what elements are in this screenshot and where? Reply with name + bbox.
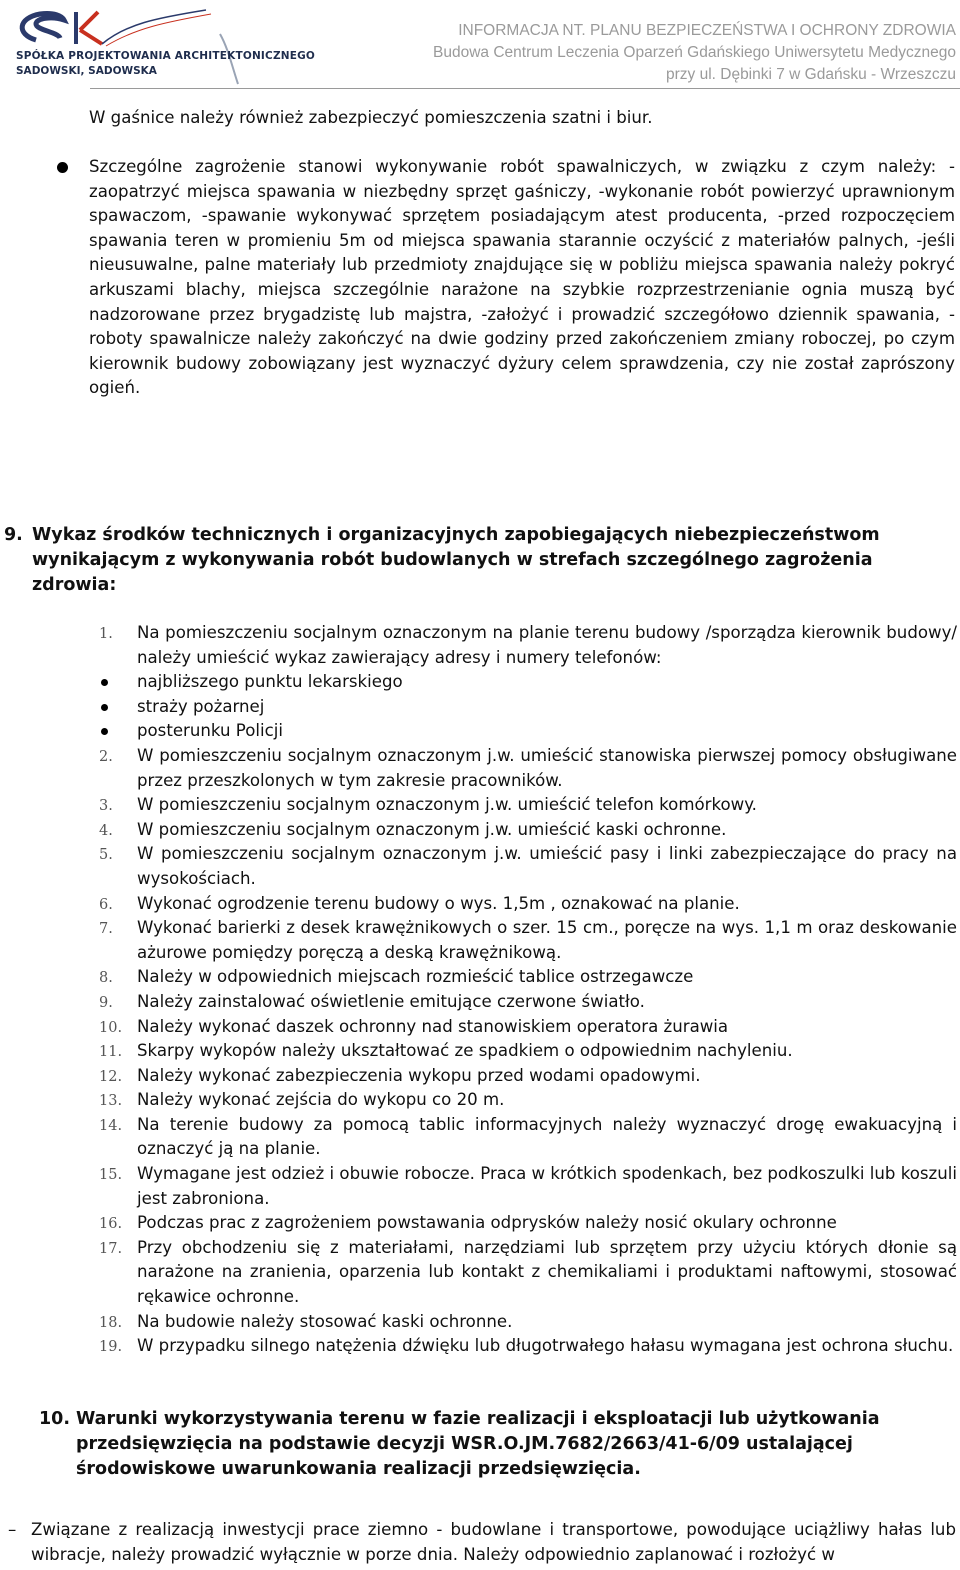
section-title: Warunki wykorzystywania terenu w fazie realizacji i eksploatacji lub użytkowania przedsięwzięcia na podstawie decyzji WSR.O.JM.7682/2663/41-6/09 ustalającej środowiskowe uwarunkowania realizacji przedsięwzięcia. (76, 1409, 880, 1479)
list-item-text: W pomieszczeniu socjalnym oznaczonym j.w. umieścić telefon komórkowy. (137, 795, 757, 815)
list-item-number: 8. (99, 970, 113, 987)
fire-extinguisher-paragraph: W gaśnice należy również zabezpieczyć pomieszczenia szatni i biur. (89, 108, 653, 127)
list-item-number: 17. (99, 1240, 123, 1257)
list-item-number: 18. (99, 1314, 123, 1331)
bullet-icon (101, 679, 108, 686)
numbered-list-item (0, 744, 960, 793)
bullet-list-item (0, 719, 960, 744)
numbered-list-item (0, 1015, 960, 1040)
list-item-number: 1. (99, 626, 113, 642)
bullet-icon (101, 728, 108, 735)
numbered-list-item (0, 1310, 960, 1335)
list-item-text: Należy zainstalować oświetlenie emitujące czerwone światło. (137, 991, 645, 1011)
list-item-text: posterunku Policji (137, 721, 283, 741)
bullet-list-item (0, 670, 960, 695)
list-item-text: Na budowie należy stosować kaski ochronne. (137, 1311, 513, 1331)
list-item-text: W pomieszczeniu socjalnym oznaczonym j.w. umieścić pasy i linki zabezpieczające do pracy na wysokościach. (137, 844, 957, 888)
logo-company-name: SPÓŁKA PROJEKTOWANIA ARCHITEKTONICZNEGO (16, 50, 316, 62)
list-item-text: Przy obchodzeniu się z materiałami, narzędziami lub sprzętem przy użyciu których dłonie są narażone na zranienia, oparzenia lub kontakt z chemikaliami i produktami naftowymi, stosować rękawice ochronne. (137, 1237, 957, 1307)
measures-list (0, 621, 960, 1359)
numbered-list-item (0, 842, 960, 891)
list-item-number: 9. (99, 994, 113, 1011)
list-item-number: 6. (99, 896, 113, 913)
numbered-list-item (0, 892, 960, 917)
list-item-number: 12. (99, 1068, 123, 1085)
bullet-list-item (0, 695, 960, 720)
section-number: 10. (39, 1409, 71, 1429)
numbered-list-item (0, 916, 960, 965)
list-item-text: Należy wykonać zabezpieczenia wykopu przed wodami opadowymi. (137, 1065, 701, 1085)
numbered-list-item (0, 1334, 960, 1359)
list-item-number: 7. (99, 921, 113, 938)
numbered-list-item (0, 1064, 960, 1089)
list-item-text: W pomieszczeniu socjalnym oznaczonym j.w. umieścić kaski ochronne. (137, 819, 727, 839)
logo-owner-names: SADOWSKI, SADOWSKA (16, 65, 157, 77)
list-item-text: Wykonać barierki z desek krawężnikowych o szer. 15 cm., poręcze na wys. 1,1 m oraz deskowanie ażurowe pomiędzy poręczą a deską krawężnikową. (137, 918, 957, 962)
list-item-text: Wykonać ogrodzenie terenu budowy o wys. 1,5m , oznakować na planie. (137, 893, 740, 913)
numbered-list-item (0, 1039, 960, 1064)
list-item-number: 11. (99, 1044, 123, 1061)
list-item-number: 4. (99, 822, 113, 839)
page-header (0, 0, 960, 92)
list-item-text: W pomieszczeniu socjalnym oznaczonym j.w. umieścić stanowiska pierwszej pomocy obsługiwane przez przeszkolonych w tym zakresie pracowników. (137, 745, 957, 790)
list-item-text: najbliższego punktu lekarskiego (137, 672, 403, 692)
numbered-list-item (0, 621, 960, 670)
list-item-number: 16. (99, 1216, 123, 1233)
numbered-list-item (0, 1113, 960, 1162)
bullet-icon (57, 162, 68, 173)
header-line-3: przy ul. Dębinki 7 w Gdańsku - Wrzeszczu (665, 66, 956, 83)
list-item-number: 10. (99, 1019, 123, 1036)
list-item-text: Wymagane jest odzież i obuwie robocze. Praca w krótkich spodenkach, bez podkoszulki lub koszuli jest zabroniona. (137, 1164, 957, 1208)
dash-item-text: Związane z realizacją inwestycji prace ziemno - budowlane i transportowe, powodujące uciążliwy hałas lub wibracje, należy prowadzić wyłącznie w porze dnia. Należy odpowiednio zaplanować i rozłożyć w (31, 1520, 956, 1564)
numbered-list-item (0, 1162, 960, 1211)
numbered-list-item (0, 965, 960, 990)
numbered-list-item (0, 1088, 960, 1113)
list-item-text: straży pożarnej (137, 696, 265, 716)
list-item-number: 5. (99, 847, 113, 864)
list-item-number: 15. (99, 1167, 123, 1184)
header-divider (90, 88, 960, 89)
list-item-number: 3. (99, 798, 113, 815)
list-item-number: 2. (99, 748, 113, 765)
company-logo (6, 4, 316, 88)
list-item-text: Należy wykonać zejścia do wykopu co 20 m. (137, 1090, 505, 1110)
list-item-text: W przypadku silnego natężenia dźwięku lub długotrwałego hałasu wymagana jest ochrona słuchu. (137, 1336, 954, 1356)
header-line-2: Budowa Centrum Leczenia Oparzeń Gdańskiego Uniwersytetu Medycznego (433, 44, 956, 61)
list-item-text: Na terenie budowy za pomocą tablic informacyjnych należy wyznaczyć drogę ewakuacyjną i oznaczyć ją na planie. (137, 1114, 957, 1159)
list-item-number: 14. (99, 1117, 123, 1134)
header-line-1: INFORMACJA NT. PLANU BEZPIECZEŃSTWA I OCHRONY ZDROWIA (458, 22, 956, 39)
header-info (433, 20, 956, 86)
list-item-text: Należy wykonać daszek ochronny nad stanowiskiem operatora żurawia (137, 1016, 729, 1036)
numbered-list-item (0, 990, 960, 1015)
bullet-icon (101, 704, 108, 711)
list-item-number: 19. (99, 1339, 123, 1356)
numbered-list-item (0, 1211, 960, 1236)
list-item-text: Należy w odpowiednich miejscach rozmieścić tablice ostrzegawcze (137, 967, 694, 987)
list-item-text: Skarpy wykopów należy ukształtować ze spadkiem o odpowiednim nachyleniu. (137, 1041, 793, 1061)
welding-hazard-paragraph: Szczególne zagrożenie stanowi wykonywanie robót spawalniczych, w związku z czym należy: -zaopatrzyć miejsca spawania w niezbędny sprzęt gaśniczy, -wykonanie robót powierzyć uprawnionym spawaczom, -spawanie wykonywać sprzętem posiadającym atest producenta, -przed rozpoczęciem spawania teren w promieniu 5m od miejsca spawania starannie oczyścić z materiałów palnych, -jeśli nieusuwalne, palne materiały lub przedmioty znajdujące się w pobliżu miejsca spawania należy pokryć arkuszami blachy, miejsca szczególnie narażone na szybkie rozprzestrzenianie ognia muszą być nadzorowane przez brygadzistę lub majstra, -założyć i prowadzić szczegółowo dziennik spawania, -roboty spawalnicze należy zakończyć na dwie godziny przed zakończeniem zmiany roboczej, po czym kierownik budowy zobowiązany jest wyznaczyć dyżury celem sprawdzenia, czy nie został zaprószony ogień. (89, 157, 955, 398)
section-number: 9. (4, 525, 23, 545)
list-item-number: 13. (99, 1093, 123, 1110)
list-item-text: Na pomieszczeniu socjalnym oznaczonym na planie terenu budowy /sporządza kierownik budowy/ należy umieścić wykaz zawierający adresy i numery telefonów: (137, 623, 957, 667)
numbered-list-item (0, 818, 960, 843)
section-title: Wykaz środków technicznych i organizacyjnych zapobiegających niebezpieczeństwom wynikającym z wykonywania robót budowlanych w strefach szczególnego zagrożenia zdrowia: (32, 525, 880, 595)
numbered-list-item (0, 1236, 960, 1310)
list-item-text: Podczas prac z zagrożeniem powstawania odprysków należy nosić okulary ochronne (137, 1213, 837, 1233)
numbered-list-item (0, 793, 960, 818)
dash-marker: – (8, 1520, 17, 1539)
dash-list-item (0, 1518, 960, 1567)
